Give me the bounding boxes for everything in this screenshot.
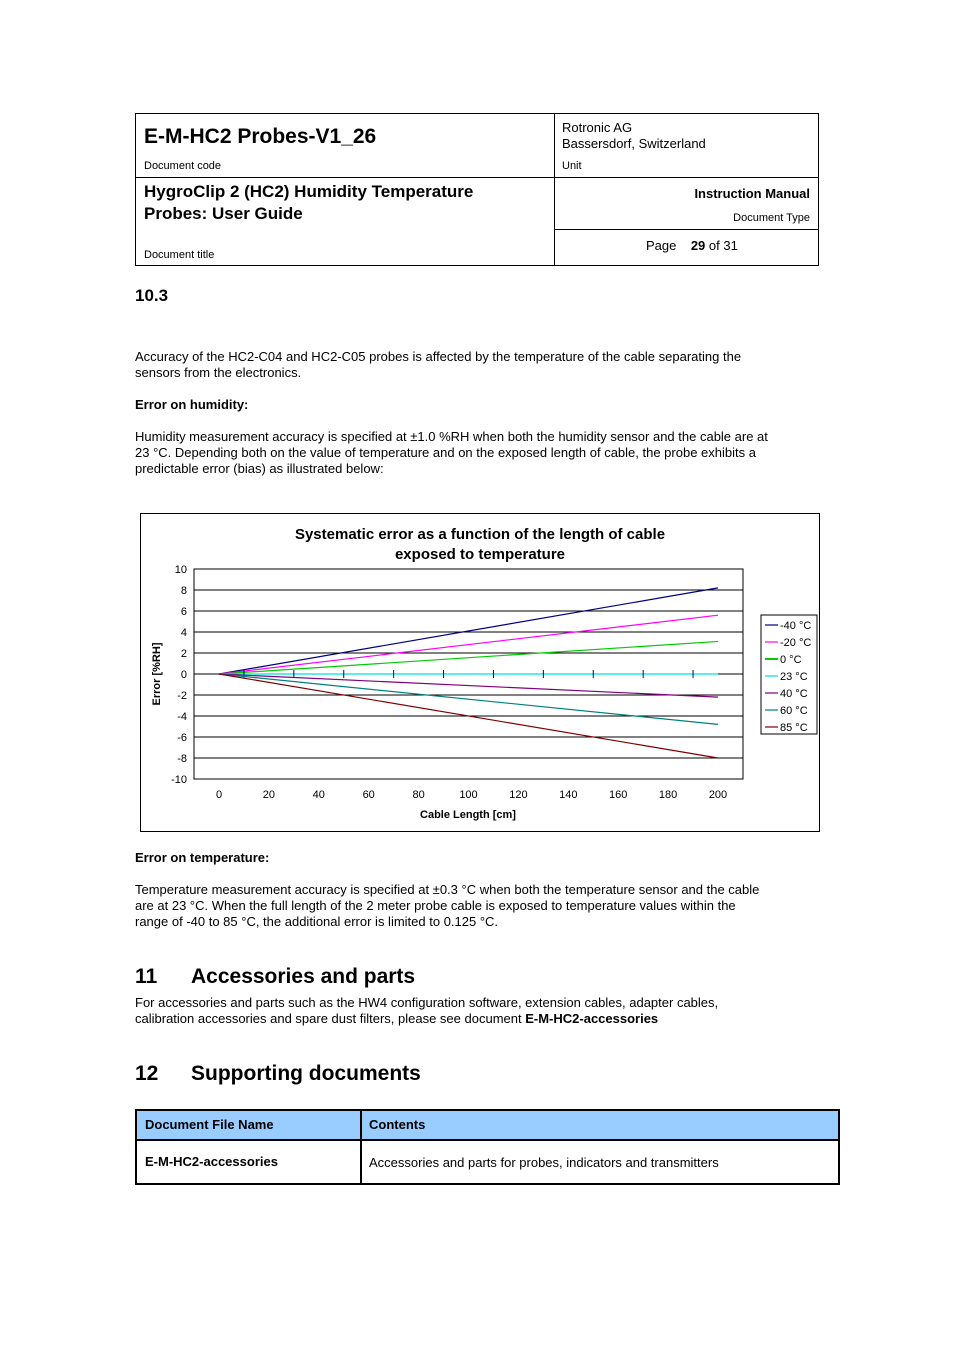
document-type: Instruction Manual [694, 186, 810, 201]
intro-line-2: sensors from the electronics. [135, 365, 302, 380]
temperature-line-3: range of -40 to 85 °C, the additional error is limited to 0.125 °C. [135, 914, 499, 929]
intro-line-1: Accuracy of the HC2-C04 and HC2-C05 probes is affected by the temperature of the cable separating the [135, 349, 742, 364]
y-tick-label: -4 [177, 711, 187, 723]
y-tick-label: -10 [171, 774, 187, 786]
humidity-error-heading: Error on humidity: [135, 397, 249, 412]
x-tick-label: 120 [509, 789, 528, 801]
y-tick-label: 0 [180, 669, 187, 681]
x-tick-label: 160 [609, 789, 628, 801]
humidity-line-1: Humidity measurement accuracy is specified at ±1.0 %RH when both the humidity sensor and the cable are at [135, 429, 768, 444]
y-tick-label: -2 [177, 690, 187, 702]
temperature-line-2: are at 23 °C. When the full length of the 2 meter probe cable is exposed to temperature values within the [135, 898, 736, 913]
accessories-paragraph [135, 995, 718, 1027]
series-line [219, 641, 718, 674]
table-header-row [137, 1111, 838, 1141]
company-name: Rotronic AG [562, 120, 633, 135]
plot-area [171, 564, 743, 801]
document-code-label: Document code [144, 160, 222, 172]
chart-title-line1: Systematic error as a function of the length of cable [294, 526, 666, 543]
y-tick-label: -6 [177, 732, 187, 744]
y-tick-label: -8 [177, 753, 187, 765]
document-title-label: Document title [144, 249, 215, 261]
header-divider-horizontal [136, 177, 818, 178]
x-axis-label: Cable Length [cm] [420, 809, 516, 821]
x-tick-label: 0 [215, 789, 223, 801]
table-header-file-name: Document File Name [145, 1117, 274, 1132]
page-label: Page [646, 238, 677, 253]
section-12-heading [135, 1062, 421, 1086]
table-cell-contents: Accessories and parts for probes, indicators and transmitters [369, 1155, 719, 1170]
section-11-number: 11 [135, 965, 158, 988]
x-tick-label: 80 [412, 789, 425, 801]
legend-entry: 85 °C [780, 722, 808, 734]
section-12-title: Supporting documents [191, 1062, 421, 1085]
legend-entry: 40 °C [780, 688, 808, 700]
x-tick-label: 40 [312, 789, 325, 801]
humidity-paragraph [135, 429, 768, 477]
x-tick-label: 180 [658, 789, 678, 801]
header-divider-right [554, 229, 818, 230]
x-tick-label: 60 [362, 789, 375, 801]
x-tick-label: 140 [559, 789, 578, 801]
series-line [219, 588, 718, 674]
legend-entry: 23 °C [780, 671, 808, 683]
header-divider-vertical [554, 114, 555, 265]
unit-label: Unit [562, 160, 582, 172]
document-type-label: Document Type [733, 212, 810, 224]
accessories-line-2 [135, 1011, 718, 1027]
document-title-line2: Probes: User Guide [144, 204, 303, 223]
intro-paragraph [135, 349, 741, 381]
legend-entry: -20 °C [780, 637, 812, 649]
humidity-line-2: 23 °C. Depending both on the value of temperature and on the exposed length of cable, the probe exhibits a [135, 445, 756, 460]
y-axis-label: Error [%RH] [151, 642, 163, 706]
y-tick-label: 2 [180, 648, 187, 660]
series-line [219, 615, 718, 674]
document-code: E-M-HC2 Probes-V1_26 [144, 125, 377, 148]
section-number-10-3: 10.3 [135, 286, 169, 305]
page-indicator [646, 238, 738, 254]
table-header-contents: Contents [369, 1117, 426, 1132]
series-line [219, 674, 718, 724]
document-title-line1: HygroClip 2 (HC2) Humidity Temperature [144, 182, 474, 201]
error-chart [141, 514, 819, 831]
y-tick-label: 6 [180, 606, 187, 618]
y-tick-label: 10 [174, 564, 187, 576]
page-total: of 31 [708, 238, 738, 253]
accessories-line-1: For accessories and parts such as the HW4 configuration software, extension cables, adapter cables, [135, 995, 719, 1010]
document-header-table [135, 113, 819, 266]
legend-entry: -40 °C [780, 620, 812, 632]
humidity-line-3: predictable error (bias) as illustrated below: [135, 461, 384, 476]
company-location: Bassersdorf, Switzerland [562, 136, 706, 151]
section-11-heading [135, 965, 415, 989]
chart-legend [761, 615, 817, 734]
x-tick-label: 100 [459, 789, 478, 801]
table-cell-file-name: E-M-HC2-accessories [145, 1154, 278, 1169]
error-chart-frame [140, 513, 820, 832]
legend-entry: 60 °C [780, 705, 808, 717]
legend-entry: 0 °C [780, 654, 802, 666]
temperature-paragraph [135, 882, 759, 930]
temperature-line-1: Temperature measurement accuracy is specified at ±0.3 °C when both the temperature sensor and the cable [135, 882, 760, 897]
accessories-line-2-text: calibration accessories and spare dust filters, please see document [135, 1011, 526, 1026]
page-number: 29 [690, 238, 706, 253]
section-12-number: 12 [135, 1062, 159, 1085]
supporting-documents-table [135, 1109, 840, 1185]
table-column-divider [360, 1111, 362, 1183]
chart-title-line2: exposed to temperature [394, 546, 566, 563]
x-tick-label: 200 [708, 789, 728, 801]
y-tick-label: 4 [180, 627, 187, 639]
section-11-title: Accessories and parts [191, 965, 416, 988]
y-tick-label: 8 [180, 585, 187, 597]
temperature-error-heading: Error on temperature: [135, 850, 270, 865]
x-tick-label: 20 [262, 789, 276, 801]
accessories-document-ref: E-M-HC2-accessories [525, 1011, 659, 1026]
